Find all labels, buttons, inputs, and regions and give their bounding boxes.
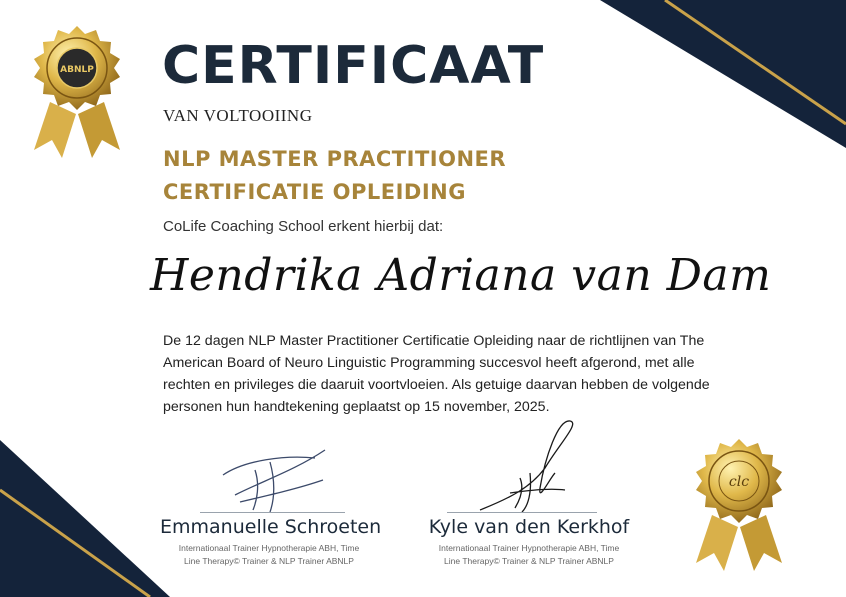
signature-kyle [470,418,590,518]
recognition-text: CoLife Coaching School erkent hierbij dat: [163,218,444,235]
course-title-line2: CERTIFICATIE OPLEIDING [163,180,466,204]
top-right-corner [600,0,846,148]
certificate-subtitle: VAN VOLTOOIING [163,106,313,125]
signature-line-1 [200,512,345,513]
clc-seal [680,435,798,575]
signature-line-2 [447,512,597,513]
course-title-line1: NLP MASTER PRACTITIONER [163,147,507,171]
certificate-body: De 12 dagen NLP Master Practitioner Certificatie Opleiding naar de richtlijnen van The American Board of Neuro Linguistic Programming succesvol heeft afgerond, met alle rechten en privileges die daaruit voortvloeien. Als getuige daarvan hebben de volgende personen hun handtekening geplaatst op 15 november, 2025. [163,333,710,415]
course-title [163,143,506,209]
signatory-1-role [160,542,378,568]
signatory-2-role-line1: Internationaal Trainer Hypnotherapie ABH, Time [438,543,620,553]
signatory-1-role-line1: Internationaal Trainer Hypnotherapie ABH, Time [178,543,360,553]
signatory-2-role [420,542,638,568]
clc-seal-text: clc [728,474,750,490]
signatory-1-name: Emmanuelle Schroeten [160,516,382,538]
recipient-name: Hendrika Adriana van Dam [150,250,772,301]
signatory-2-role-line2: Line Therapy© Trainer & NLP Trainer ABNLP [444,556,614,566]
certificate-title: CERTIFICAAT [162,36,545,96]
bottom-left-corner [0,440,170,597]
signature-emmanuelle [215,440,335,515]
abnlp-seal [18,22,136,162]
signatory-1-role-line2: Line Therapy© Trainer & NLP Trainer ABNLP [184,556,354,566]
abnlp-seal-text: ABNLP [60,65,94,75]
signatory-2-name: Kyle van den Kerkhof [428,516,630,538]
